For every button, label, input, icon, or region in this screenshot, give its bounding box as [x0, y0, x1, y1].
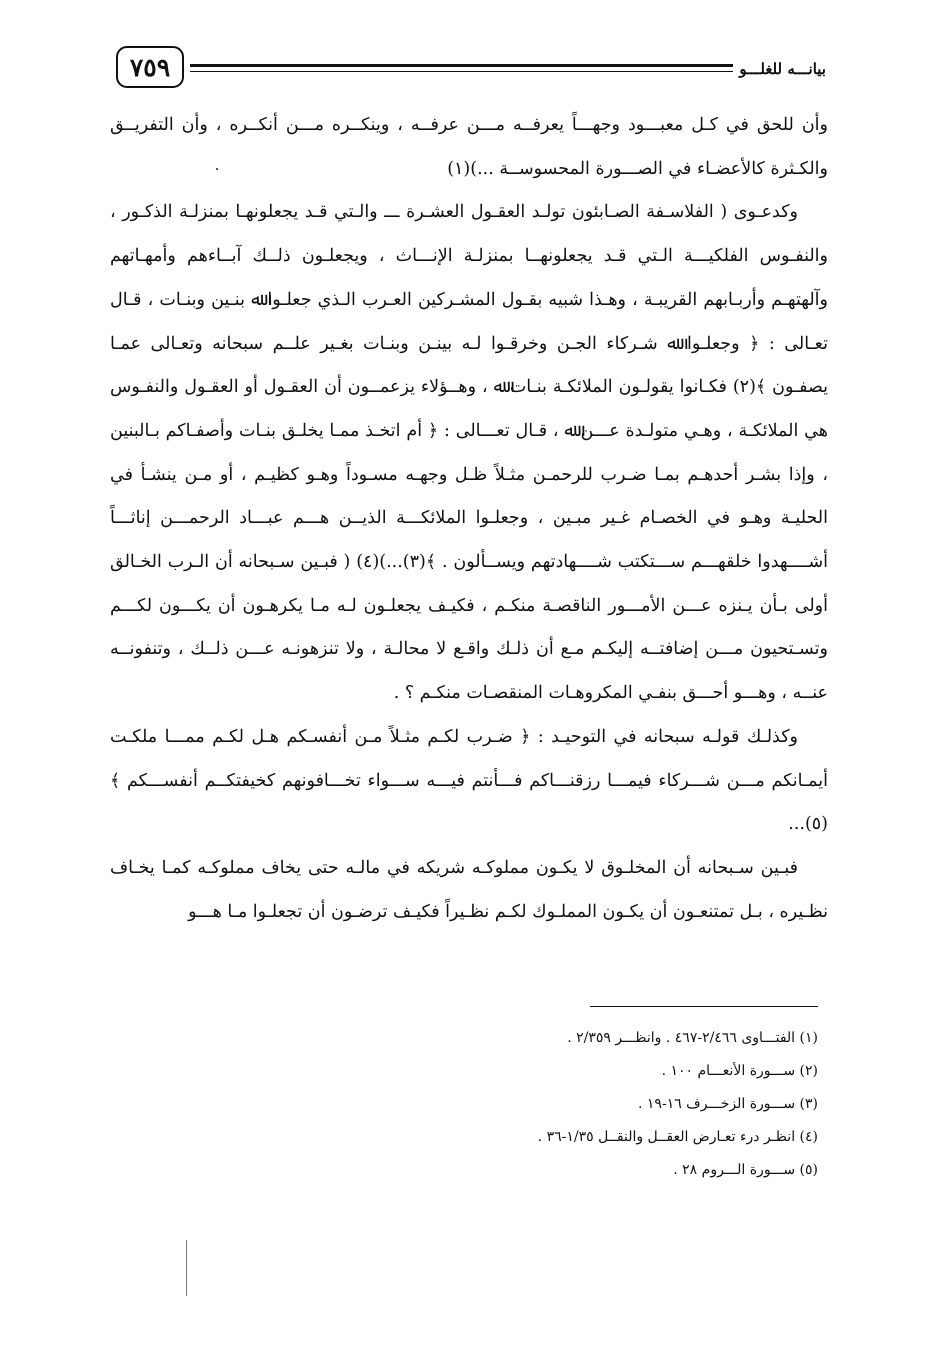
paragraph-4: فبـين سـبحانه أن المخلـوق لا يكـون مملوكـه شريكه في مالـه حتى يخاف مملوكـه كمـا يخـاف نظـيره ، بـل تمتنعـون أن يكـون المملـوك لكـم نظـيراً فكيـف ترضـون أن تجعلـوا مـا هـــو [110, 857, 828, 922]
paragraph-1: وأن للحق في كـل معبـــود وجهـــاً يعرفــه مـــن عرفــه ، وينكــره مـــن أنكــره ، وأن التفريــق والكـثرة كالأعضـاء في الصـــورة المحسوســة ...)(١) [110, 115, 828, 179]
footnote-5: (٥) ســـورة الـــروم ٢٨ . [673, 1162, 818, 1178]
footnote-2: (٢) ســـورة الأنعـــام ١٠٠ . [661, 1063, 818, 1079]
footnote-3: (٣) ســـورة الزخـــرف ١٦-١٩ . [638, 1096, 818, 1112]
footnote-1: (١) الفتـــاوى ٢/٤٦٦-٤٦٧ . وانظـــر ٢/٣٥٩ . [567, 1030, 818, 1046]
running-title: بيانـــه للغلـــو [733, 60, 826, 78]
page-number: ٧٥٩ [116, 46, 184, 88]
footnote-4: (٤) انظـر درء تعـارض العقــل والنقــل ١/٣٥-٣٦ . [537, 1129, 818, 1145]
footnotes [460, 1022, 818, 1187]
header-rule-thin [190, 71, 740, 72]
paragraph-2: وكدعـوى ( الفلاسـفة الصـابئون تولـد العقـول العشـرة ـــ والـتي قـد يجعلونهـا بمنزلـة الذكـور ، والنفـوس الفلكيـــة الـتي قـد يجعلونهــا بمنزلـة الإنـــاث ، ويجعلـون ذلــك آبــاءهم وأمهـاتهم وآلهتهـم وأربـابهم القريبـة ، وهـذا شبيه بقـول المشـركين العـرب الـذي جعلـوا ﷲ بنـين وبنـات ، قـال تعـالى : ﴿ وجعلـوا ﷲ شـركاء الجـن وخرقـوا لـه بينـن وبنـات بغـير علــم سبحانه وتعـالى عمـا يصفـون ﴾(٢) فكـانوا يقولـون الملائكـة بنـات ﷲ ، وهــؤلاء يزعمــون أن العقـول أو العقـول والنفـوس هي الملائكـة ، وهـي متولـدة عـــن ﷲ ، قـال تعـــالى : ﴿ أم اتخـذ ممـا يخلـق بنـات وأصفـاكم بـالبنين ، وإذا بشـر أحدهـم بمـا ضـرب للرحمـن مثـلاً ظـل وجهـه مسـوداً وهـو كظيـم ، أو مـن ينشـأ في الحليـة وهـو في الخصـام غـير مبـين ، وجعلـوا الملائكـــة الذيــن هـــم عبـــاد الرحمـــن إناثـــاً أشــــهدوا خلقهـــم ســـتكتب شــــهادتهم ويســألون . ﴾(٣)...)(٤) ( فبـين سـبحانه أن الـرب الخـالق أولى بـأن يـنزه عـــن الأمـــور الناقصـة منكـم ، فكيـف يجعلـون لـه مـا يكرهـون أن يكـــون لكـــم وتسـتحيون مـــن إضافتــه إليكـم مـع أن ذلـك واقـع لا محالـة ، ولا تنزهونـه عـــن ذلــك ، وتنفونــه عنــه ، وهـــو أحـــق بنفـي المكروهـات المنقصـات منكـم ؟ . [110, 202, 829, 704]
header-rule-thick [190, 64, 826, 67]
paragraph-3: وكذلـك قولـه سبحانه في التوحيـد : ﴿ ضـرب لكـم مثـلاً مـن أنفسـكم هـل لكـم ممـــا ملكـت أيمـانكم مـــن شـــركاء فيمـــا رزقنـــاكم فـــأنتم فيـــه ســـواء تخـــافونهم كخيفتكــم أنفســـكم ﴾(٥)... [110, 726, 828, 835]
body-text [110, 104, 828, 934]
footnote-separator [590, 1006, 818, 1007]
scan-mark [186, 1240, 187, 1296]
